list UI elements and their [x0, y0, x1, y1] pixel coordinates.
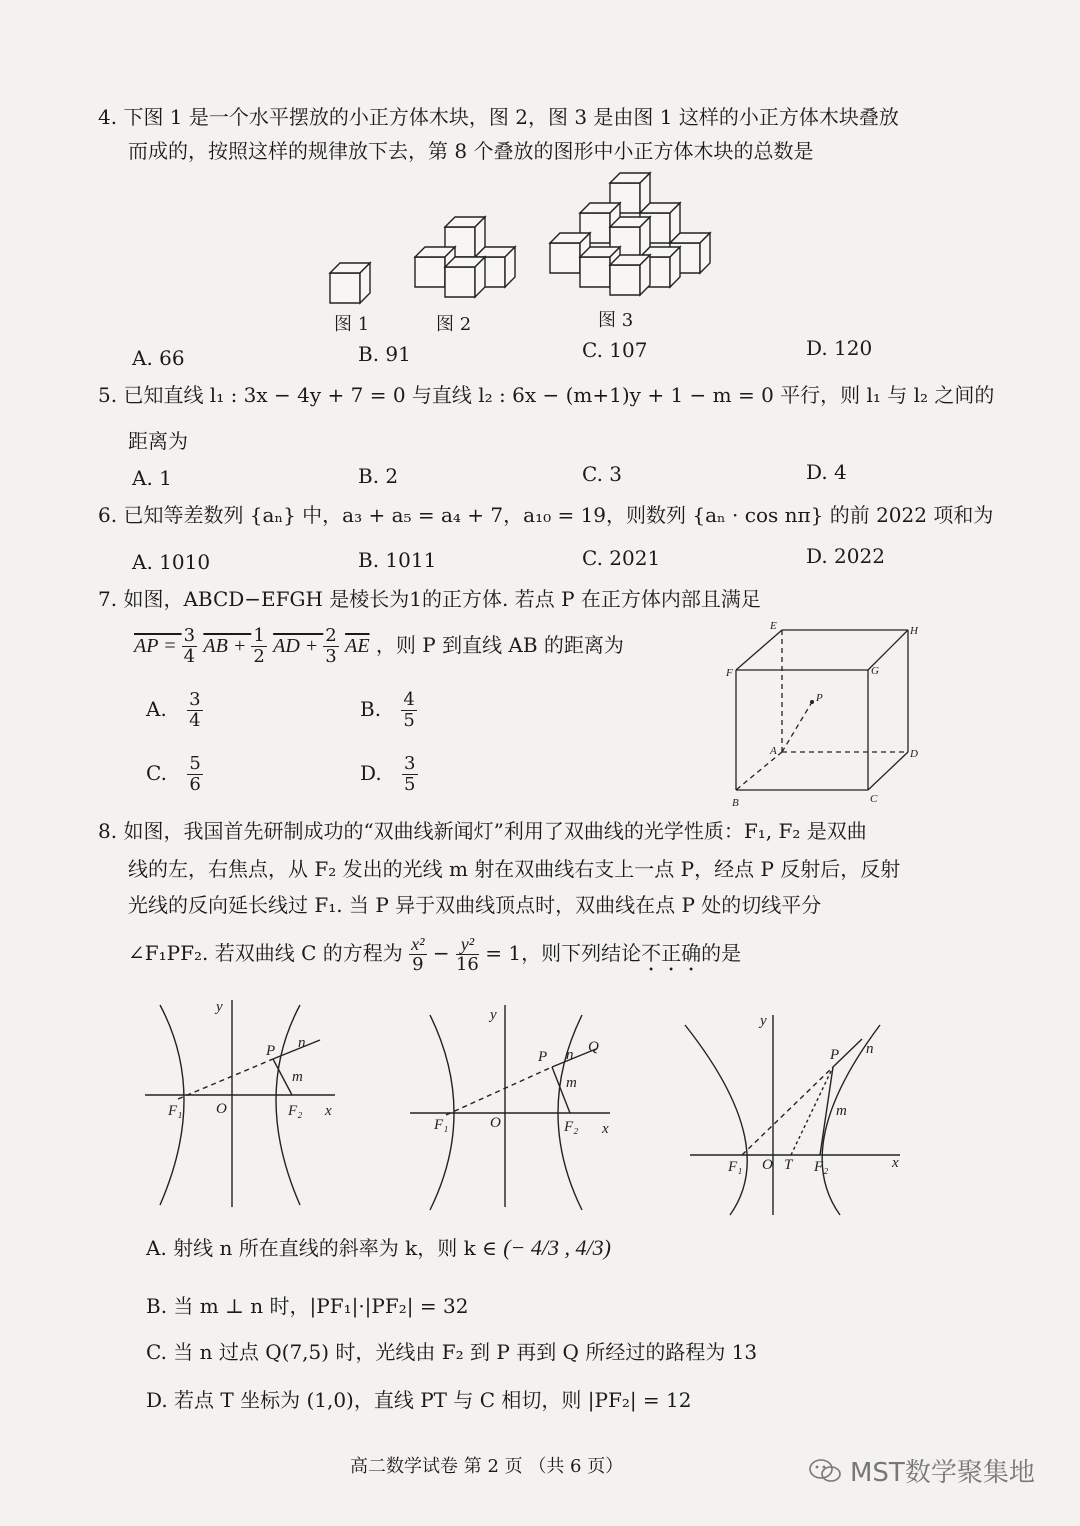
- watermark: [808, 1452, 1035, 1489]
- fig1-label: 图 1: [334, 314, 370, 335]
- q8-line4: ∠F₁PF₂. 若双曲线 C 的方程为 $\frac{\text{x²}}{9}$ − $\frac{\text{y²}}{16}$ = 1，则下列结论不正确的是: [128, 934, 742, 975]
- label-C: C: [870, 793, 878, 805]
- q7-option-a: A. $\frac{3}{4}$: [146, 689, 201, 731]
- cube-fig3: [550, 173, 710, 295]
- svg-text:Q: Q: [588, 1039, 599, 1055]
- q8-line3: 光线的反向延长线过 F₁. 当 P 异于双曲线顶点时，双曲线在点 P 处的切线平分: [128, 893, 822, 917]
- svg-text:x: x: [325, 1103, 332, 1119]
- svg-text:n: n: [298, 1035, 306, 1051]
- label-E: E: [770, 620, 777, 632]
- q4-option-c: C. 107: [582, 338, 648, 362]
- stacked-cubes-figure: [320, 165, 730, 315]
- q5-option-a: A. 1: [132, 466, 172, 490]
- label-A: A: [770, 745, 777, 757]
- svg-text:y: y: [760, 1013, 767, 1029]
- svg-text:y: y: [490, 1007, 497, 1023]
- q8-option-c: C. 当 n 过点 Q(7,5) 时，光线由 F₂ 到 P 再到 Q 所经过的路程为 13: [146, 1340, 758, 1364]
- svg-text:m: m: [292, 1069, 303, 1085]
- svg-text:F₂: F₂: [288, 1103, 303, 1119]
- svg-text:P: P: [830, 1047, 840, 1063]
- hyperbola-graphs: [140, 995, 940, 1220]
- q7-option-d: D. $\frac{3}{5}$: [360, 753, 416, 795]
- svg-text:n: n: [566, 1047, 574, 1063]
- svg-text:m: m: [836, 1103, 847, 1119]
- q7-option-b: B. $\frac{4}{5}$: [360, 689, 415, 731]
- cube-diagram: [720, 618, 930, 810]
- q7-line1: 7. 如图，ABCD−EFGH 是棱长为1的正方体. 若点 P 在正方体内部且满足: [98, 587, 761, 611]
- svg-text:P: P: [538, 1049, 548, 1065]
- q8-line2: 线的左，右焦点，从 F₂ 发出的光线 m 射在双曲线右支上一点 P，经点 P 反射后，反射: [128, 857, 901, 881]
- label-G: G: [871, 665, 879, 677]
- label-D: D: [910, 748, 918, 760]
- q7-vector-equation: AP = $\frac{3}{4}$ AB + $\frac{1}{2}$ AD + $\frac{2}{3}$ $\overline{AE}$ ，则 P 到直线 AB 的距离为: [134, 625, 624, 667]
- svg-text:F₁: F₁: [728, 1159, 743, 1175]
- fig2-label: 图 2: [436, 314, 472, 335]
- slope-interval: (− 4/3 , 4/3): [503, 1235, 611, 1260]
- label-F: F: [726, 667, 733, 679]
- q6-option-d: D. 2022: [806, 544, 885, 568]
- q4-line1: 4. 下图 1 是一个水平摆放的小正方体木块，图 2，图 3 是由图 1 这样的小正方体木块叠放: [98, 105, 899, 129]
- svg-text:F₁: F₁: [434, 1117, 449, 1133]
- svg-text:T: T: [784, 1157, 793, 1173]
- svg-text:y: y: [216, 999, 223, 1015]
- q8-option-d: D. 若点 T 坐标为 (1,0)，直线 PT 与 C 相切，则 |PF₂| = 12: [146, 1388, 692, 1412]
- cube-fig2: [415, 217, 515, 297]
- q5-option-d: D. 4: [806, 460, 847, 484]
- svg-text:F₁: F₁: [168, 1103, 183, 1119]
- label-P: P: [816, 692, 823, 704]
- svg-text:O: O: [490, 1115, 501, 1131]
- q4-option-a: A. 66: [132, 346, 185, 370]
- q5-option-b: B. 2: [358, 464, 399, 488]
- q8-line1: 8. 如图，我国首先研制成功的“双曲线新闻灯”利用了双曲线的光学性质：F₁, F₂ 是双曲: [98, 819, 867, 843]
- q4-line2: 而成的，按照这样的规律放下去，第 8 个叠放的图形中小正方体木块的总数是: [128, 139, 814, 163]
- q6-option-a: A. 1010: [132, 550, 211, 574]
- svg-text:O: O: [216, 1101, 227, 1117]
- wechat-icon: [808, 1457, 842, 1485]
- q4-option-d: D. 120: [806, 336, 873, 360]
- q5-line1: 5. 已知直线 l₁ : 3x − 4y + 7 = 0 与直线 l₂ : 6x − (m+1)y + 1 − m = 0 平行，则 l₁ 与 l₂ 之间的: [98, 383, 995, 407]
- svg-text:O: O: [762, 1157, 773, 1173]
- q4-option-b: B. 91: [358, 342, 411, 366]
- q7-option-c: C. $\frac{5}{6}$: [146, 753, 201, 795]
- svg-text:m: m: [566, 1075, 577, 1091]
- label-B: B: [732, 797, 739, 809]
- svg-text:n: n: [866, 1041, 874, 1057]
- vec-ap: AP =: [134, 635, 182, 657]
- label-H: H: [910, 625, 918, 637]
- q6-line1: 6. 已知等差数列 {aₙ} 中，a₃ + a₅ = a₄ + 7，a₁₀ = 19，则数列 {aₙ · cos nπ} 的前 2022 项和为: [98, 503, 994, 527]
- svg-text:x: x: [892, 1155, 899, 1171]
- fig3-label: 图 3: [598, 310, 634, 331]
- not-emphasis: 不正确: [641, 941, 702, 965]
- q5-line2: 距离为: [128, 429, 188, 453]
- svg-text:P: P: [266, 1043, 276, 1059]
- q8-option-b: B. 当 m ⊥ n 时，|PF₁|·|PF₂| = 32: [146, 1294, 469, 1318]
- q8-option-a: A. 射线 n 所在直线的斜率为 k，则 k ∈ (− 4/3 , 4/3): [146, 1235, 611, 1260]
- page-footer: 高二数学试卷 第 2 页 （共 6 页）: [350, 1456, 624, 1477]
- svg-text:x: x: [602, 1121, 609, 1137]
- hyperbola-graph-2: [410, 1005, 610, 1210]
- cube-fig1: [330, 263, 370, 303]
- svg-text:F₂: F₂: [564, 1119, 579, 1135]
- q6-option-c: C. 2021: [582, 546, 661, 570]
- q6-option-b: B. 1011: [358, 548, 437, 572]
- watermark-text: MST数学聚集地: [850, 1458, 1035, 1488]
- q5-option-c: C. 3: [582, 462, 623, 486]
- svg-text:F₂: F₂: [814, 1159, 829, 1175]
